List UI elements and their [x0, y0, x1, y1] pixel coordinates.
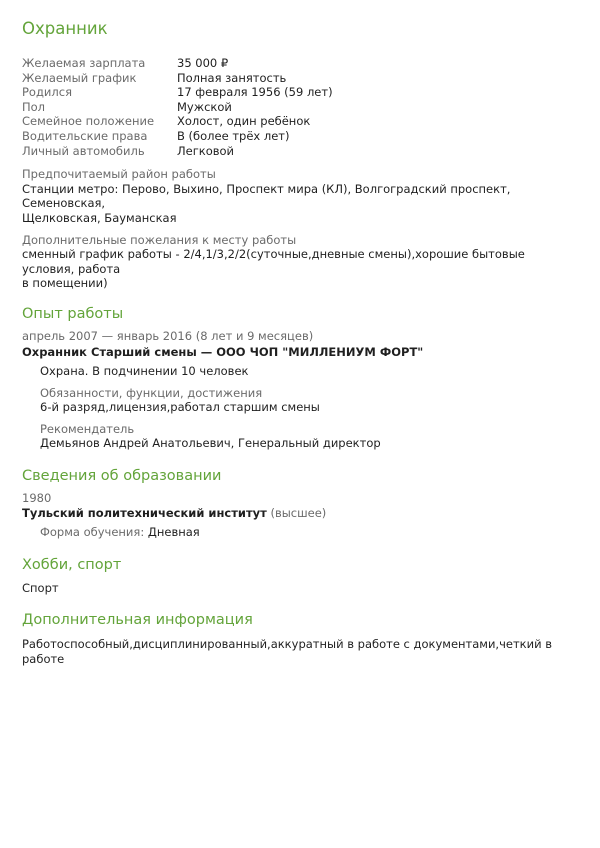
license-label: Водительские права — [22, 128, 148, 143]
education-year: 1980 — [22, 491, 52, 506]
extra-heading: Дополнительная информация — [22, 612, 253, 629]
district-line-2: Щелковская, Бауманская — [22, 210, 177, 225]
resume-title: Охранник — [22, 19, 108, 38]
marital-value: Холост, один ребёнок — [177, 114, 311, 129]
education-level: (высшее) — [270, 505, 327, 520]
experience-heading: Опыт работы — [22, 305, 124, 322]
wishes-line-1: сменный график работы - 2/4,1/3,2/2(суточные,дневные смены),хорошие бытовые условия, работа — [22, 247, 525, 276]
wishes-label: Дополнительные пожелания к месту работы — [22, 232, 297, 247]
education-institution: Тульский политехнический институт — [22, 505, 267, 520]
birth-value: 17 февраля 1956 (59 лет) — [177, 85, 333, 100]
hobby-text: Спорт — [22, 580, 59, 595]
referee-text: Демьянов Андрей Анатольевич, Генеральный директор — [40, 436, 381, 451]
experience-position: Охранник Старший смены — ООО ЧОП "МИЛЛЕНИУМ ФОРТ" — [22, 344, 424, 359]
education-form-value: Дневная — [147, 525, 200, 540]
gender-value: Мужской — [177, 99, 232, 114]
extra-text: Работоспособный,дисциплинированный,аккуратный в работе с документами,четкий в работе — [22, 637, 552, 667]
hobby-heading: Хобби, спорт — [22, 556, 122, 573]
salary-value: 35 000 ₽ — [177, 56, 229, 70]
experience-description: Охрана. В подчинении 10 человек — [40, 364, 249, 379]
birth-label: Родился — [22, 85, 72, 100]
district-block — [22, 167, 578, 225]
education-heading: Сведения об образовании — [22, 468, 222, 485]
personal-info — [22, 56, 578, 158]
duties-label: Обязанности, функции, достижения — [40, 385, 263, 400]
experience-period: апрель 2007 — январь 2016 (8 лет и 9 месяцев) — [22, 328, 314, 343]
marital-label: Семейное положение — [22, 114, 155, 129]
salary-label: Желаемая зарплата — [22, 56, 146, 70]
education-form-label: Форма обучения: — [40, 525, 145, 540]
license-value: B (более трёх лет) — [177, 128, 290, 143]
wishes-line-2: в помещении) — [22, 276, 108, 291]
duties-text: 6-й разряд,лицензия,работал старшим смены — [40, 400, 320, 415]
schedule-label: Желаемый график — [22, 70, 137, 85]
schedule-value: Полная занятость — [177, 70, 287, 85]
experience-block — [22, 329, 578, 451]
referee-label: Рекомендатель — [40, 421, 135, 436]
wishes-block — [22, 233, 578, 291]
district-label: Предпочитаемый район работы — [22, 167, 216, 182]
education-block — [22, 491, 578, 540]
district-line-1: Станции метро: Перово, Выхино, Проспект мира (КЛ), Волгоградский проспект, Семеновская, — [22, 181, 511, 211]
car-label: Личный автомобиль — [22, 143, 145, 158]
gender-label: Пол — [22, 99, 46, 114]
car-value: Легковой — [177, 143, 235, 158]
